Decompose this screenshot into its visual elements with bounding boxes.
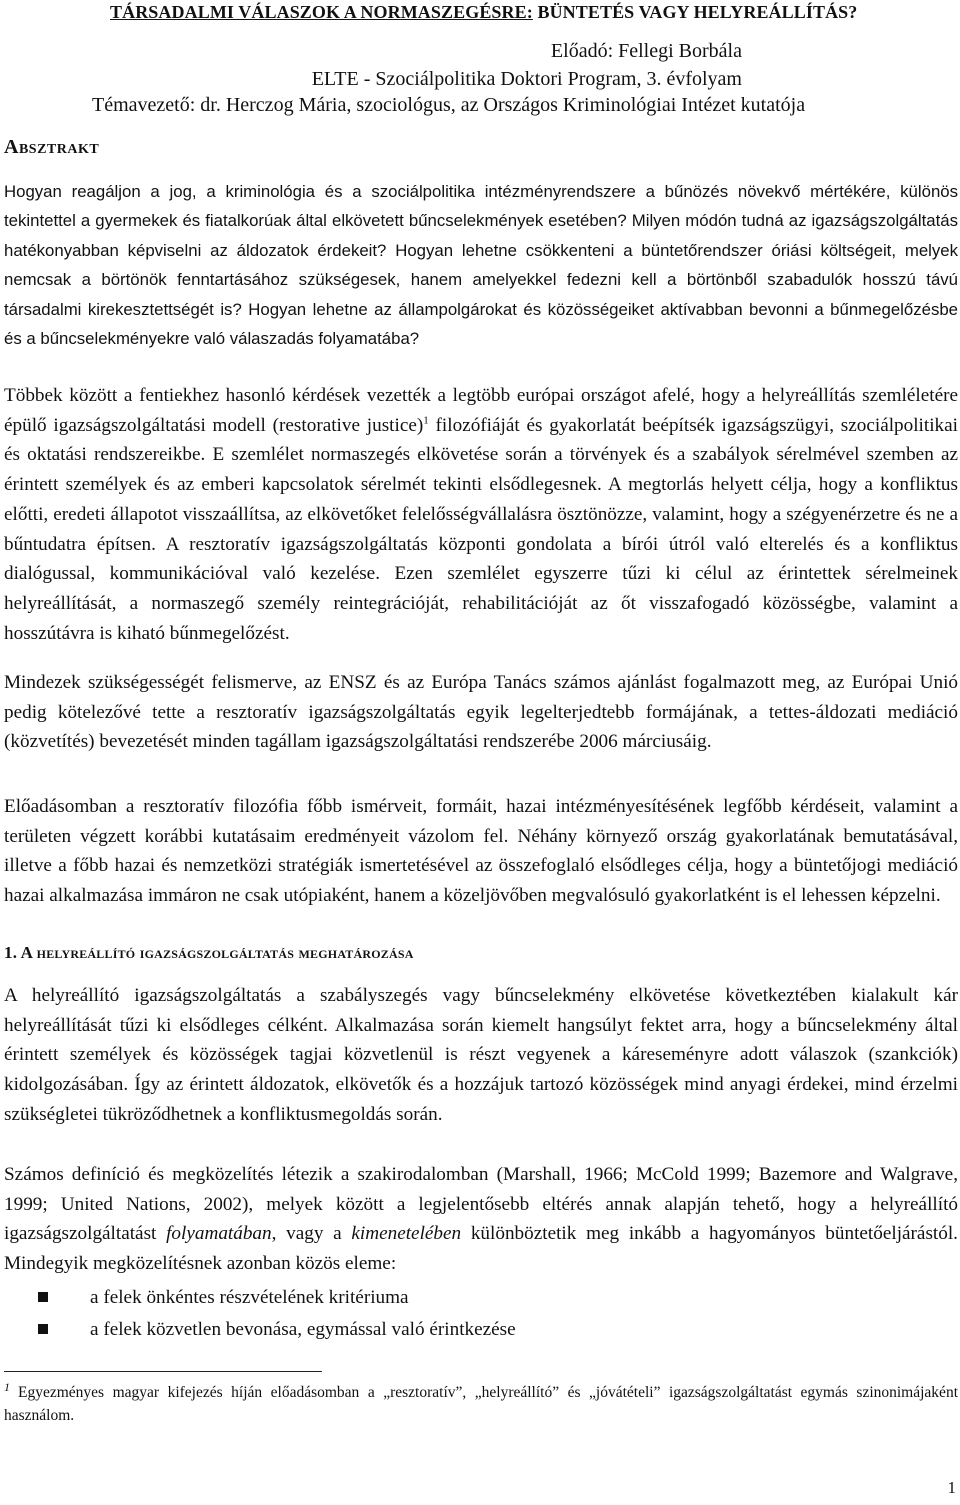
page-number: 1 <box>947 1478 956 1497</box>
section-heading <box>4 943 414 963</box>
paragraph-part: , vagy a <box>271 1223 352 1245</box>
footnote-mark: 1 <box>4 1379 10 1394</box>
supervisor-line: Témavezető: dr. Herczog Mária, szociológus, az Országos Kriminológiai Intézet kutatója <box>92 94 806 116</box>
emphasis-outcome: kimenetelében <box>351 1223 462 1245</box>
paper-title <box>110 2 857 23</box>
list-item-text: a felek közvetlen bevonása, egymással való érintkezése <box>90 1319 516 1340</box>
paragraph-presentation-goals: Előadásomban a resztoratív filozófia főbb ismérveit, formáit, hazai intézményesítésének legfőbb kérdéseit, valamint a területen végzett korábbi kutatásaim eredményeit vázolom fel. Néhány környező ország gyakorlatának bemutatásával, illetve a főbb hazai és nemzetközi stratégiák ismertetésével az összefoglaló elsődleges célja, hogy a büntetőjogi mediáció hazai alkalmazása immáron ne csak utópiaként, hanem a közeljövőben megvalósuló gyakorlatként is el lehessen képzelni. <box>4 796 958 907</box>
list-item <box>38 1315 516 1347</box>
footnote <box>4 1381 958 1427</box>
paragraph-un-eu: Mindezek szükségességét felismerve, az ENSZ és az Európa Tanács számos ajánlást fogalmazott meg, az Európai Unió pedig kötelezővé tette a resztoratív igazságszolgáltatás egyik legelterjedtebb formájának, a tettes-áldozati mediáció (közvetítés) bevezetését minden tagállam igazságszolgáltatási rendszerébe 2006 márciusáig. <box>4 672 958 753</box>
paragraph-part: Többek között a fentiekhez hasonló kérdések vezették a legtöbb európai országot afelé, hogy a helyreállítás szemléletére épülő igazságszolgáltatási modell (restorative justice) <box>4 385 958 436</box>
square-bullet-icon <box>38 1324 48 1334</box>
abstract-text: Hogyan reagáljon a jog, a kriminológia és a szociálpolitika intézményrendszere a bűnözés növekvő mértékére, különös tekintettel a gyermekek és fiatalkorúak által elkövetett bűncselekmények esetében? Milyen módón tudná az igazságszolgáltatás hatékonyabban képviselni az áldozatok érdekeit? Hogyan lehetne csökkenteni a büntetőrendszer óriási költségeit, melyek nemcsak a börtönök fenntartásához szükségesek, hanem amelyekkel fedezni kell a börtönből szabadulók hosszú távú társadalmi kirekesztettségét is? Hogyan lehetne az állampolgárokat és közösségeiket aktívabban bevonni a bűnmegelőzésbe és a bűncselekményekre való válaszadás folyamatába? <box>4 182 958 349</box>
emphasis-process: folyamatában <box>166 1223 272 1245</box>
section-title: A helyreállító igazságszolgáltatás meghatározása <box>20 943 414 962</box>
list-item <box>38 1283 516 1315</box>
paragraph-part: különböztetik meg inkább a hagyományos büntetőeljárástól. Mindegyik megközelítésnek azonban közös eleme: <box>4 1223 958 1275</box>
footnote-text: Egyezményes magyar kifejezés híján előadásomban a „resztoratív”, „helyreállító” és „jóvátételi” igazságszolgáltatást egymás szinonimájaként használom. <box>4 1384 958 1424</box>
abstract-heading: Absztrakt <box>4 136 100 158</box>
presenter-line: Előadó: Fellegi Borbála <box>550 40 742 62</box>
section-number: 1. <box>4 943 21 962</box>
paragraph-definition: A helyreállító igazságszolgáltatás a szabályszegés vagy bűncselekmény elkövetése következtében kialakult kár helyreállítását tűzi ki elsődleges célként. Alkalmazása során kiemelt hangsúlyt fektet arra, hogy a bűncselekmény által érintett személyek és közösségek tagjai közvetlenül is részt vegyenek a káreseményre adott válaszok (szankciók) kidolgozásában. Így az érintett áldozatok, elkövetők és a hozzájuk tartozó közösségek mind anyagi érdekei, mind érzelmi szükségletei tükröződhetnek a konfliktusmegoldás során. <box>4 985 958 1125</box>
paragraph-part: filozófiáját és gyakorlatát beépítsék igazságszügyi, szociálpolitikai és oktatási rendszereikbe. E szemlélet normaszegés elkövetése során a törvények és a szabályok sérelmével szemben az érintett személyek és az emberi kapcsolatok sérelmét tekinti elsődlegesnek. A megtorlás helyett célja, hogy a konfliktus előtti, eredeti állapotot visszaállítsa, az elkövetőket felelősségvállalásra ösztönözze, valamint, hogy a szégyenérzetre és ne a bűntudatra építsen. A resztoratív igazságszolgáltatás központi gondolata a bírói útról való elterelés és a konfliktus dialógussal, kommunikációval való kezelése. Ezen szemlélet egyszerre tűzi ki célul az érintettek sérelmeinek helyreállítását, a normaszegő személy reintegrációját, rehabilitációját az őt visszafogadó közösségbe, valamint a hosszútávra is kiható bűnmegelőzést. <box>4 414 958 644</box>
common-elements-list <box>38 1283 516 1347</box>
square-bullet-icon <box>38 1292 48 1302</box>
footnote-reference[interactable]: 1 <box>423 414 429 427</box>
paper-title-underlined: TÁRSADALMI VÁLASZOK A NORMASZEGÉSRE: <box>110 2 533 22</box>
list-item-text: a felek önkéntes részvételének kritériuma <box>90 1287 409 1308</box>
program-line: ELTE - Szociálpolitika Doktori Program, 3. évfolyam <box>311 68 742 90</box>
footnote-divider <box>4 1371 322 1372</box>
paragraph-part: Számos definíció és megközelítés létezik a szakirodalomban (Marshall, 1966; McCold 1999; Bazemore and Walgrave, 1999; United Nations, 2002), melyek között a legjelentősebb eltérés annak alapján tehető, hogy a helyreállító igazságszolgáltatást <box>4 1164 958 1245</box>
paper-title-rest: BÜNTETÉS VAGY HELYREÁLLÍTÁS? <box>532 2 858 22</box>
paragraph-approaches <box>4 1160 958 1279</box>
paragraph-restorative-intro <box>4 381 958 648</box>
